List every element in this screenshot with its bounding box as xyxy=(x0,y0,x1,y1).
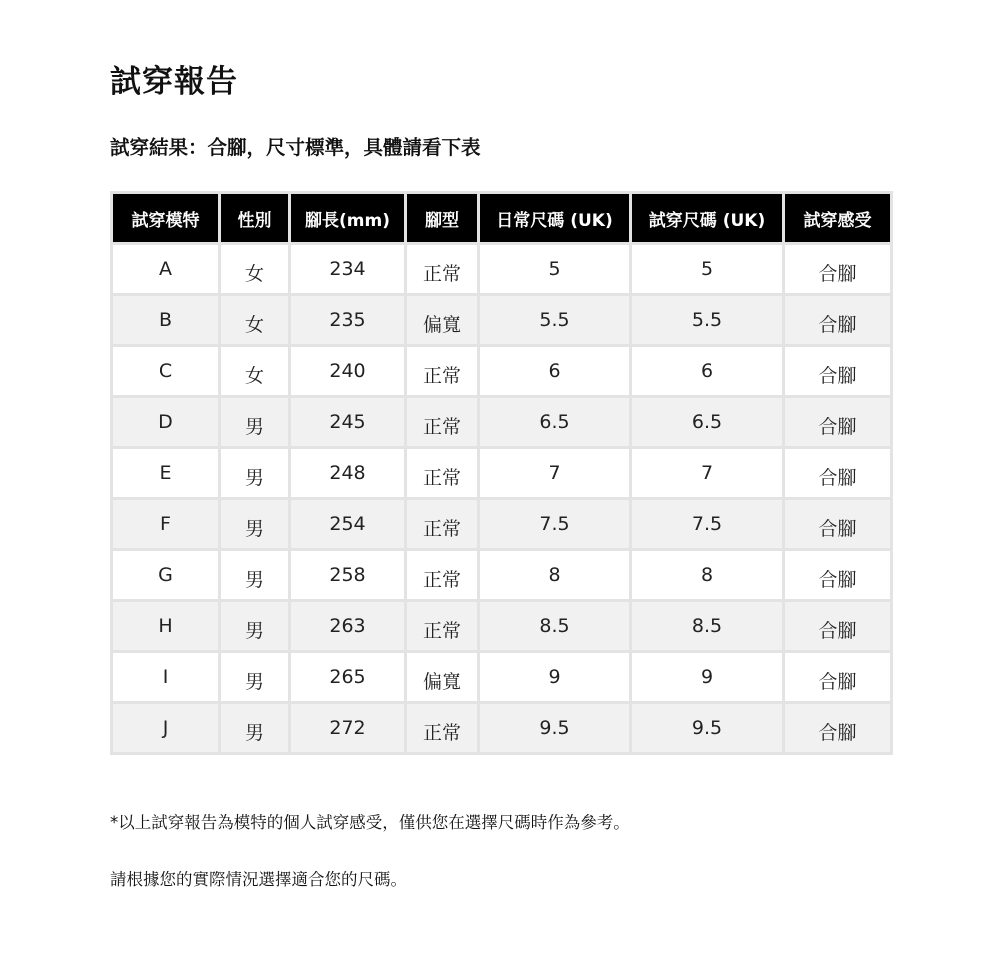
cell-foot-length: 248 xyxy=(290,448,406,499)
table-row xyxy=(112,601,892,652)
cell-foot-shape xyxy=(406,652,479,703)
cell-foot-shape xyxy=(406,295,479,346)
cell-gender-text: 男 xyxy=(244,619,264,642)
cell-gender-text: 女 xyxy=(244,313,264,336)
cell-trial-size: 6.5 xyxy=(631,397,784,448)
cell-foot-shape xyxy=(406,346,479,397)
cell-gender-text: 男 xyxy=(244,670,264,693)
cell-gender xyxy=(220,244,290,295)
cell-daily-size: 9 xyxy=(479,652,631,703)
table-row xyxy=(112,550,892,601)
page-title: 試穿報告 xyxy=(110,64,238,100)
cell-fit-feeling xyxy=(784,499,892,550)
cell-foot-length: 235 xyxy=(290,295,406,346)
cell-gender-text: 男 xyxy=(244,517,264,540)
table-row xyxy=(112,295,892,346)
table-row xyxy=(112,346,892,397)
cell-model: D xyxy=(112,397,220,448)
cell-daily-size: 8 xyxy=(479,550,631,601)
disclaimer-footnote: *以上試穿報告為模特的個人試穿感受，僅供您在選擇尺碼時作為參考。 xyxy=(110,813,630,832)
cell-gender-text: 男 xyxy=(244,466,264,489)
size-advice: 請根據您的實際情況選擇適合您的尺碼。 xyxy=(110,870,407,889)
cell-fit-feeling-text: 合腳 xyxy=(818,313,857,336)
cell-daily-size: 6.5 xyxy=(479,397,631,448)
cell-fit-feeling-text: 合腳 xyxy=(818,517,857,540)
table-row xyxy=(112,652,892,703)
cell-gender xyxy=(220,550,290,601)
cell-fit-feeling-text: 合腳 xyxy=(818,415,857,438)
cell-model: A xyxy=(112,244,220,295)
cell-foot-shape xyxy=(406,244,479,295)
cell-model: G xyxy=(112,550,220,601)
cell-gender xyxy=(220,346,290,397)
cell-foot-length: 245 xyxy=(290,397,406,448)
cell-trial-size: 8.5 xyxy=(631,601,784,652)
fit-report-table xyxy=(110,191,893,755)
cell-fit-feeling xyxy=(784,346,892,397)
cell-trial-size: 7.5 xyxy=(631,499,784,550)
header-foot-shape: 腳型 xyxy=(406,193,479,244)
cell-foot-shape-text: 正常 xyxy=(422,262,461,285)
cell-fit-feeling xyxy=(784,448,892,499)
table-row xyxy=(112,499,892,550)
cell-gender xyxy=(220,499,290,550)
cell-daily-size: 8.5 xyxy=(479,601,631,652)
cell-foot-shape-text: 正常 xyxy=(422,517,461,540)
cell-fit-feeling xyxy=(784,244,892,295)
header-daily-size: 日常尺碼 (UK) xyxy=(479,193,631,244)
cell-fit-feeling-text: 合腳 xyxy=(818,721,857,744)
table-row xyxy=(112,397,892,448)
cell-daily-size: 7.5 xyxy=(479,499,631,550)
cell-fit-feeling-text: 合腳 xyxy=(818,670,857,693)
cell-model: H xyxy=(112,601,220,652)
cell-fit-feeling-text: 合腳 xyxy=(818,568,857,591)
cell-foot-shape-text: 正常 xyxy=(422,364,461,387)
cell-gender xyxy=(220,703,290,754)
cell-trial-size: 7 xyxy=(631,448,784,499)
header-foot-length: 腳長(mm) xyxy=(290,193,406,244)
cell-foot-shape xyxy=(406,550,479,601)
cell-model: B xyxy=(112,295,220,346)
cell-fit-feeling-text: 合腳 xyxy=(818,262,857,285)
cell-gender xyxy=(220,652,290,703)
cell-foot-shape-text: 正常 xyxy=(422,619,461,642)
cell-gender xyxy=(220,448,290,499)
table-header-row xyxy=(112,193,892,244)
cell-daily-size: 7 xyxy=(479,448,631,499)
cell-foot-length: 265 xyxy=(290,652,406,703)
cell-fit-feeling xyxy=(784,397,892,448)
cell-foot-shape xyxy=(406,397,479,448)
cell-daily-size: 6 xyxy=(479,346,631,397)
cell-trial-size: 9 xyxy=(631,652,784,703)
header-gender: 性別 xyxy=(220,193,290,244)
cell-fit-feeling-text: 合腳 xyxy=(818,364,857,387)
cell-trial-size: 8 xyxy=(631,550,784,601)
cell-foot-shape-text: 正常 xyxy=(422,466,461,489)
cell-model: C xyxy=(112,346,220,397)
table-row xyxy=(112,703,892,754)
cell-fit-feeling xyxy=(784,295,892,346)
cell-gender-text: 男 xyxy=(244,568,264,591)
cell-model: J xyxy=(112,703,220,754)
cell-foot-shape-text: 正常 xyxy=(422,721,461,744)
cell-foot-length: 263 xyxy=(290,601,406,652)
cell-foot-shape xyxy=(406,499,479,550)
cell-fit-feeling xyxy=(784,703,892,754)
cell-fit-feeling-text: 合腳 xyxy=(818,619,857,642)
cell-foot-shape xyxy=(406,703,479,754)
cell-trial-size: 5 xyxy=(631,244,784,295)
header-trial-size: 試穿尺碼 (UK) xyxy=(631,193,784,244)
cell-trial-size: 9.5 xyxy=(631,703,784,754)
table-row xyxy=(112,244,892,295)
cell-fit-feeling xyxy=(784,550,892,601)
cell-daily-size: 5.5 xyxy=(479,295,631,346)
cell-gender-text: 女 xyxy=(244,364,264,387)
cell-trial-size: 6 xyxy=(631,346,784,397)
cell-foot-shape xyxy=(406,601,479,652)
cell-gender-text: 女 xyxy=(244,262,264,285)
header-fit-feeling: 試穿感受 xyxy=(784,193,892,244)
cell-gender xyxy=(220,295,290,346)
cell-daily-size: 9.5 xyxy=(479,703,631,754)
cell-foot-shape-text: 偏寬 xyxy=(422,313,461,336)
table-row xyxy=(112,448,892,499)
cell-fit-feeling-text: 合腳 xyxy=(818,466,857,489)
cell-foot-length: 258 xyxy=(290,550,406,601)
cell-foot-shape-text: 正常 xyxy=(422,415,461,438)
cell-foot-length: 240 xyxy=(290,346,406,397)
cell-gender xyxy=(220,601,290,652)
cell-trial-size: 5.5 xyxy=(631,295,784,346)
cell-gender-text: 男 xyxy=(244,415,264,438)
cell-foot-shape xyxy=(406,448,479,499)
fit-result-summary: 試穿結果：合腳，尺寸標準，具體請看下表 xyxy=(110,136,481,159)
cell-foot-length: 272 xyxy=(290,703,406,754)
cell-fit-feeling xyxy=(784,652,892,703)
cell-foot-length: 234 xyxy=(290,244,406,295)
cell-foot-shape-text: 正常 xyxy=(422,568,461,591)
cell-fit-feeling xyxy=(784,601,892,652)
cell-daily-size: 5 xyxy=(479,244,631,295)
cell-foot-length: 254 xyxy=(290,499,406,550)
cell-gender xyxy=(220,397,290,448)
cell-model: F xyxy=(112,499,220,550)
header-model: 試穿模特 xyxy=(112,193,220,244)
cell-gender-text: 男 xyxy=(244,721,264,744)
cell-model: E xyxy=(112,448,220,499)
cell-model: I xyxy=(112,652,220,703)
cell-foot-shape-text: 偏寬 xyxy=(422,670,461,693)
